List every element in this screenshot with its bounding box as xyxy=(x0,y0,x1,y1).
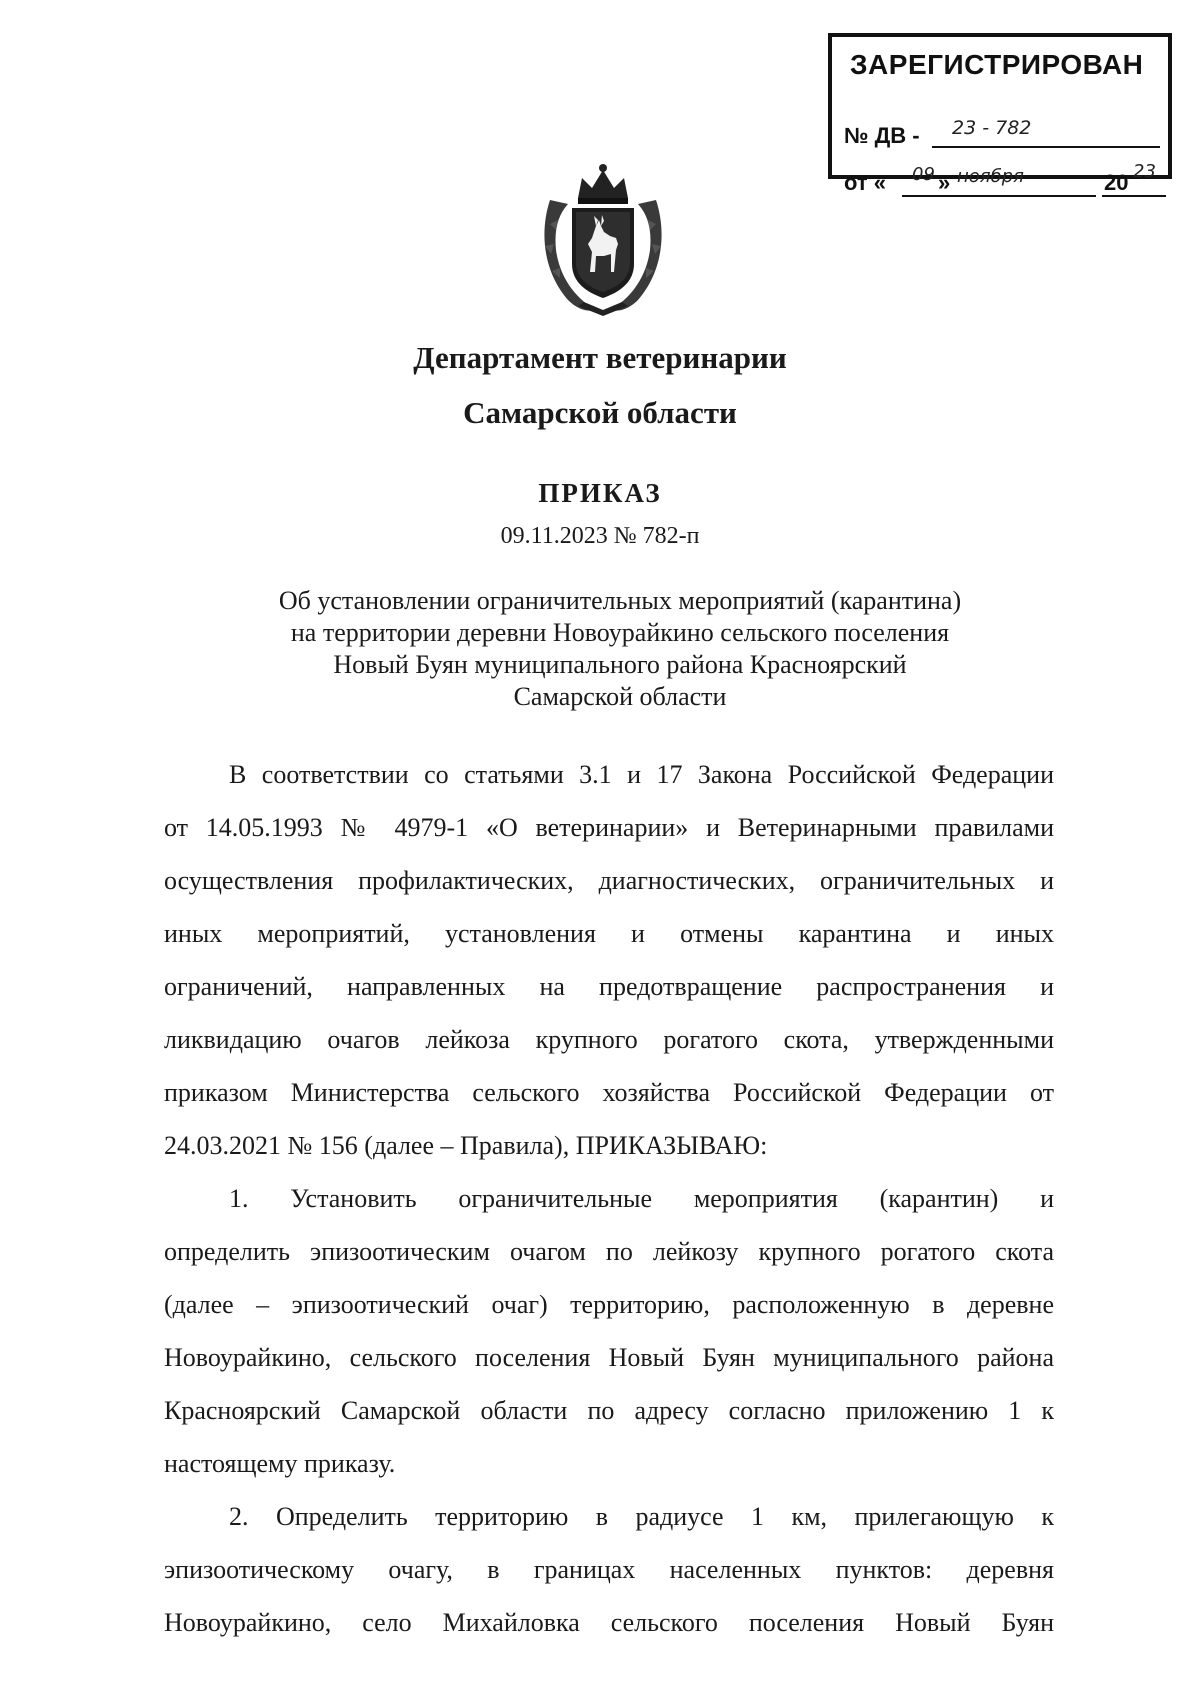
body-line: В соответствии со статьями 3.1 и 17 Закона Российской Федерации xyxy=(229,760,1054,789)
subject-line: на территории деревни Новоурайкино сельского поселения xyxy=(290,618,950,647)
organization-name-line1: Департамент ветеринарии xyxy=(413,340,787,375)
document-subject xyxy=(240,585,1000,713)
body-line: 2. Определить территорию в радиусе 1 км, прилегающую к xyxy=(229,1502,1054,1531)
body-line: приказом Министерства сельского хозяйства Российской Федерации от xyxy=(164,1078,1054,1107)
stamp-date-underline xyxy=(902,195,1096,197)
stamp-date-day-handwritten: 09 xyxy=(912,164,935,185)
body-line: осуществления профилактических, диагностических, ограничительных и xyxy=(164,866,1054,895)
body-line: от 14.05.1993 № 4979-1 «О ветеринарии» и Ветеринарными правилами xyxy=(164,813,1054,842)
body-line: 1. Установить ограничительные мероприятия (карантин) и xyxy=(229,1184,1054,1213)
coat-of-arms-graphic xyxy=(538,160,668,316)
stamp-title: ЗАРЕГИСТРИРОВАН xyxy=(850,49,1144,80)
stamp-number-handwritten: 23 - 782 xyxy=(952,117,1032,139)
stamp-year-prefix: 20 xyxy=(1104,170,1129,195)
document-date-number: 09.11.2023 № 782-п xyxy=(500,523,700,549)
stamp-date-close: » xyxy=(938,170,951,195)
stamp-date-row xyxy=(844,170,886,196)
subject-line: Новый Буян муниципального района Красноярский xyxy=(333,650,907,679)
body-line: Новоурайкино, сельского поселения Новый Буян муниципального района xyxy=(164,1343,1054,1372)
registration-stamp xyxy=(828,33,1172,195)
stamp-year-handwritten: 23 xyxy=(1133,161,1156,182)
body-line: (далее – эпизоотический очаг) территорию, расположенную в деревне xyxy=(164,1290,1054,1319)
body-line: определить эпизоотическим очагом по лейкозу крупного рогатого скота xyxy=(164,1237,1054,1266)
stamp-date-month-handwritten: ноября xyxy=(957,166,1024,187)
subject-line: Об установлении ограничительных мероприятий (карантина) xyxy=(278,586,962,615)
body-line: ликвидацию очагов лейкоза крупного рогатого скота, утвержденными xyxy=(164,1025,1054,1054)
body-line: иных мероприятий, установления и отмены карантина и иных xyxy=(164,919,1054,948)
stamp-number-row xyxy=(844,123,920,149)
organization-name-line2: Самарской области xyxy=(463,395,737,430)
body-line: Красноярский Самарской области по адресу согласно приложению 1 к xyxy=(164,1396,1054,1425)
body-line: настоящему приказу. xyxy=(164,1449,396,1478)
body-line: 24.03.2021 № 156 (далее – Правила), ПРИКАЗЫВАЮ: xyxy=(164,1131,768,1160)
stamp-date-prefix: от « xyxy=(844,170,887,195)
body-line: ограничений, направленных на предотвращение распространения и xyxy=(164,972,1054,1001)
samara-coat-of-arms-icon xyxy=(538,160,668,316)
stamp-number-label: № ДВ - xyxy=(844,123,920,148)
document-type: ПРИКАЗ xyxy=(538,478,662,508)
stamp-year-underline xyxy=(1102,195,1166,197)
body-line: Новоурайкино, село Михайловка сельского поселения Новый Буян xyxy=(164,1608,1054,1637)
subject-line: Самарской области xyxy=(513,682,727,711)
body-line: эпизоотическому очагу, в границах населенных пунктов: деревня xyxy=(164,1555,1054,1584)
stamp-number-underline xyxy=(932,146,1160,148)
